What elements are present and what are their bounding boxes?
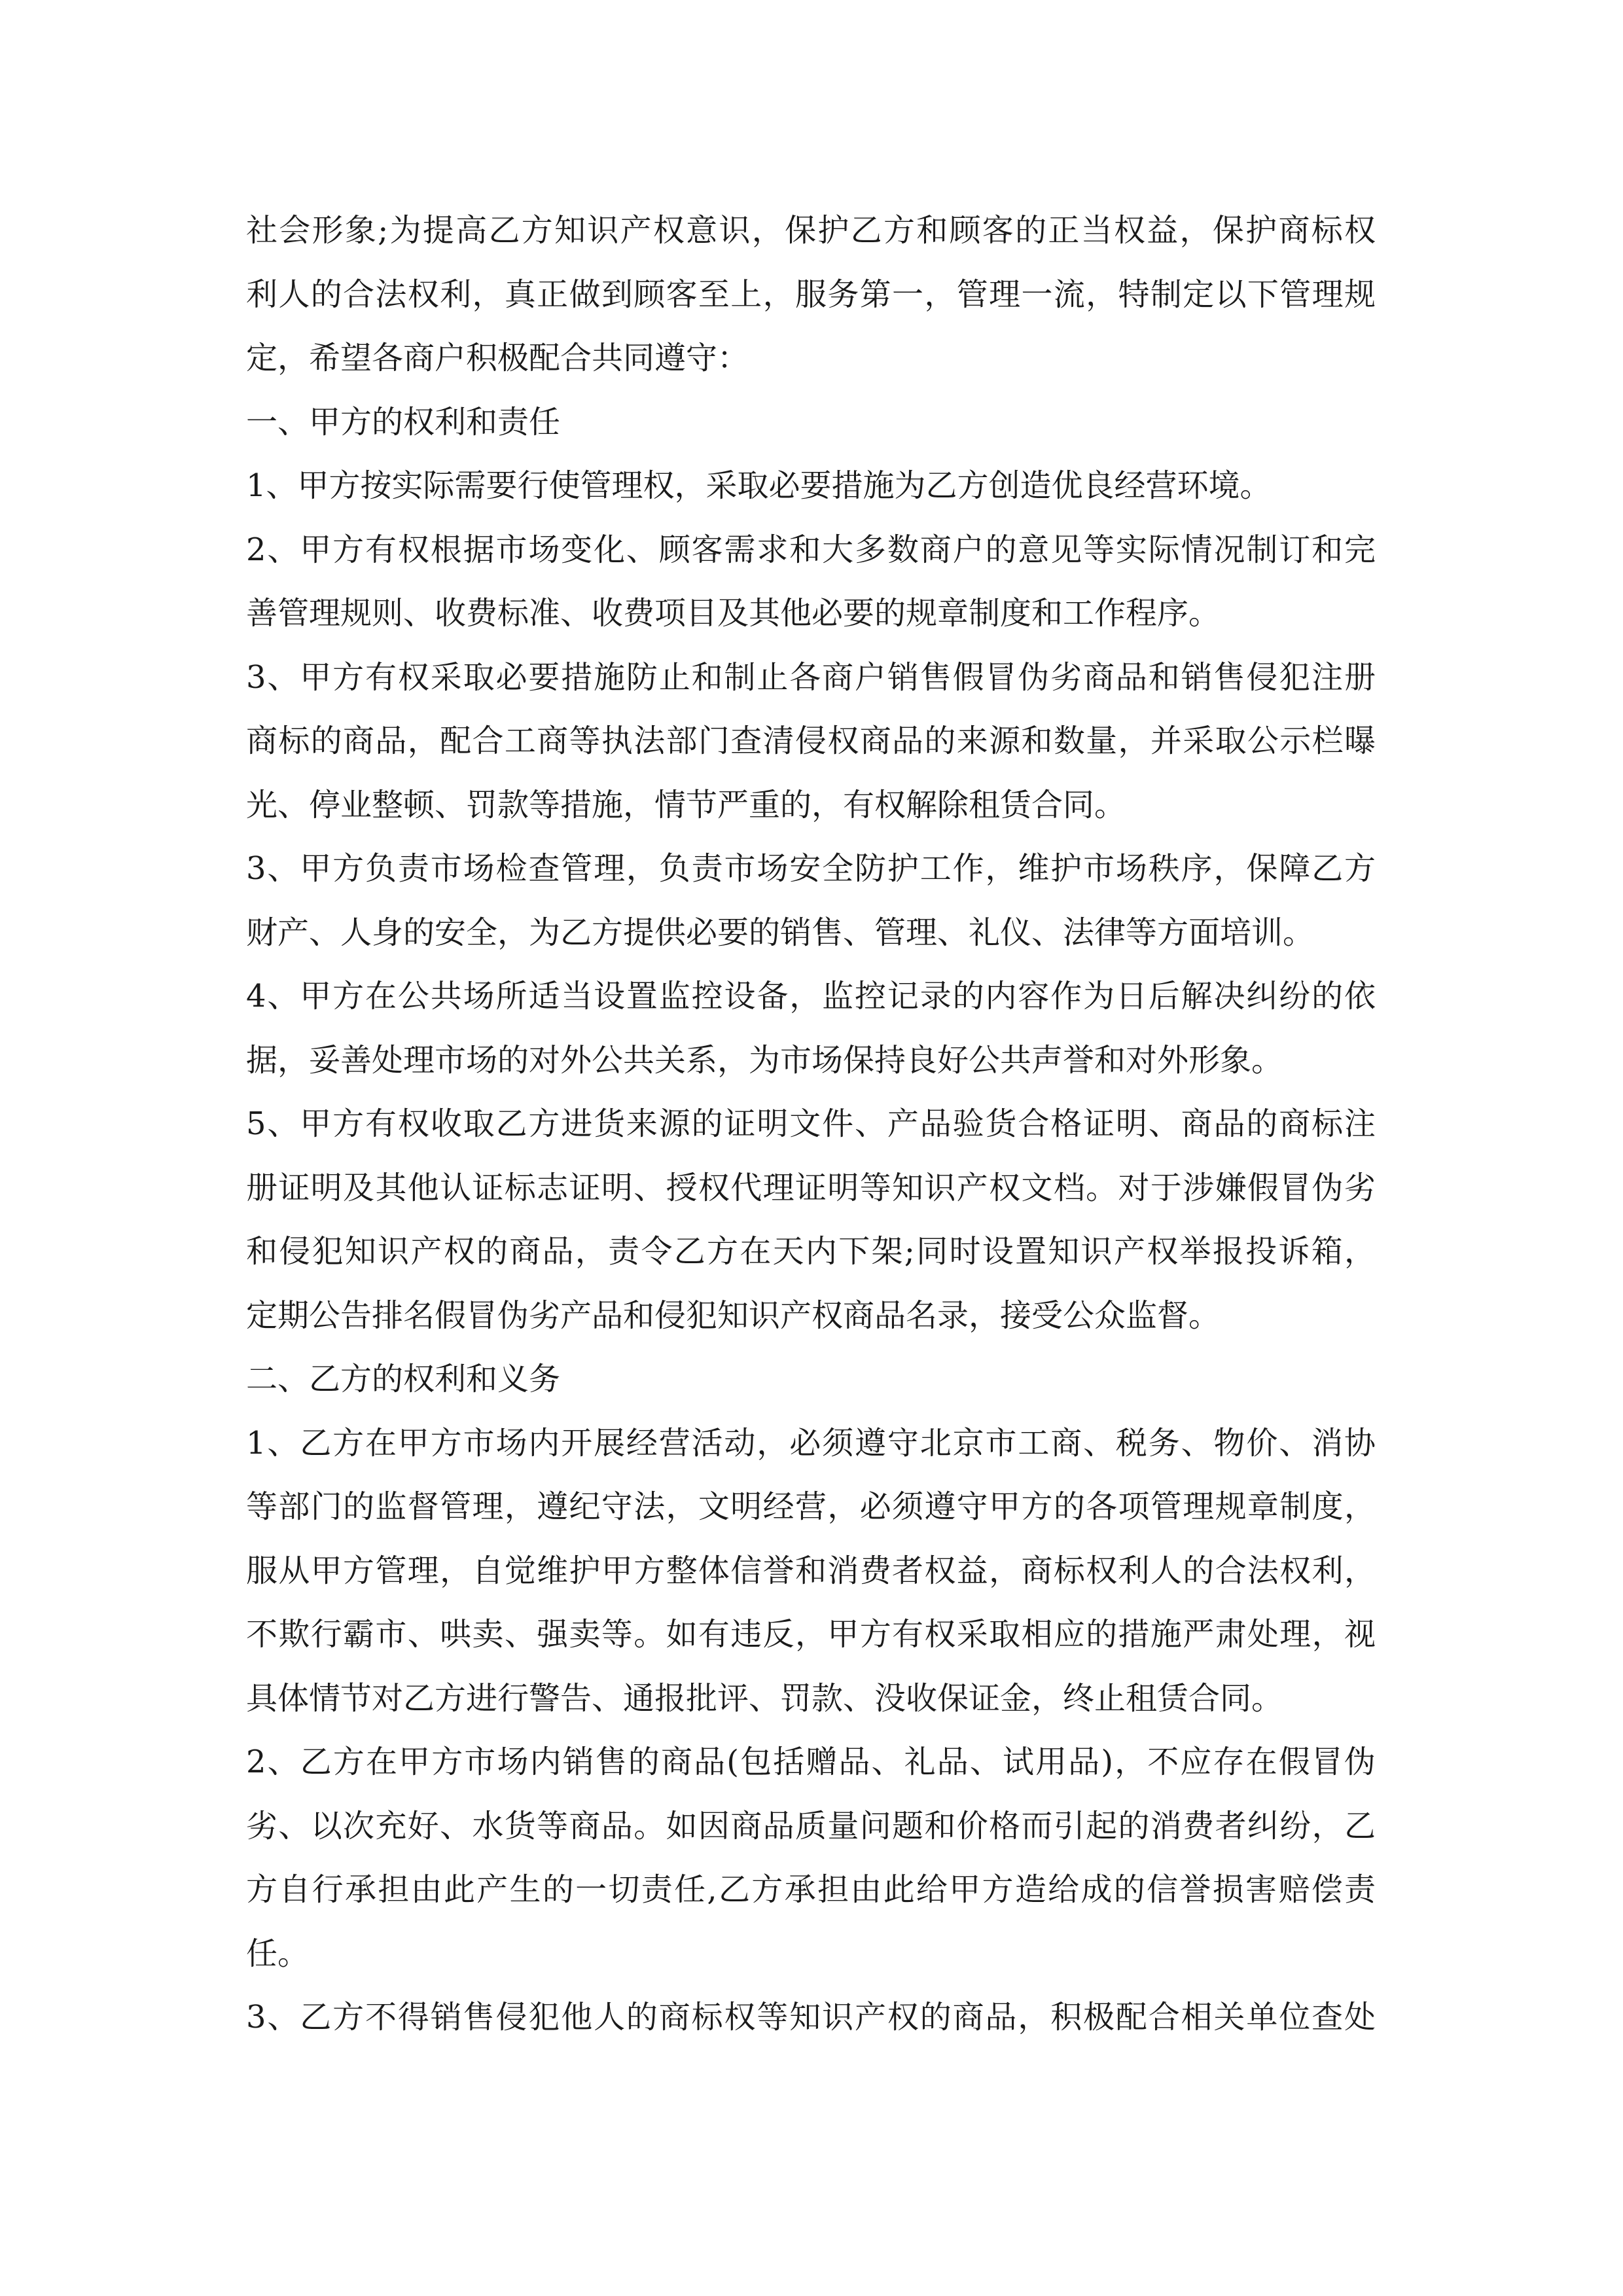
text-line: 定，希望各商户积极配合共同遵守： [246,340,749,376]
text-line: 定期公告排名假冒伪劣产品和侵犯知识产权商品名录，接受公众监督。 [246,1297,1221,1334]
text-line: 劣、以次充好、水货等商品。如因商品质量问题和价格而引起的消费者纠纷，乙 [246,1807,1376,1844]
text-line: 据，妥善处理市场的对外公共关系，为市场保持良好公共声誉和对外形象。 [246,1041,1283,1079]
text-line: 等部门的监督管理，遵纪守法，文明经营，必须遵守甲方的各项管理规章制度， [246,1488,1376,1525]
document-body [246,199,1376,2050]
clause-paragraph [246,646,1376,838]
clause-paragraph [246,454,1376,518]
clause-paragraph [246,1092,1376,1348]
text-line: 1、乙方在甲方市场内开展经营活动，必须遵守北京市工商、税务、物价、消协 [246,1424,1376,1462]
text-line: 和侵犯知识产权的商品，责令乙方在天内下架;同时设置知识产权举报投诉箱， [246,1233,1376,1270]
text-line: 方自行承担由此产生的一切责任,乙方承担由此给甲方造给成的信誉损害赔偿责 [246,1871,1376,1908]
text-line: 商标的商品，配合工商等执法部门查清侵权商品的来源和数量，并采取公示栏曝 [246,723,1376,759]
clause-paragraph [246,1986,1376,2050]
intro-paragraph [246,199,1376,391]
text-line: 善管理规则、收费标准、收费项目及其他必要的规章制度和工作程序。 [246,595,1221,632]
text-line: 册证明及其他认证标志证明、授权代理证明等知识产权文档。对于涉嫌假冒伪劣 [246,1169,1376,1206]
text-line: 利人的合法权利，真正做到顾客至上，服务第一，管理一流，特制定以下管理规 [246,276,1376,313]
text-line: 社会形象;为提高乙方知识产权意识，保护乙方和顾客的正当权益，保护商标权 [246,212,1376,249]
clause-paragraph [246,518,1376,646]
clause-paragraph [246,1731,1376,1986]
section-heading-party-b: 二、乙方的权利和义务 [246,1361,561,1397]
text-line: 5、甲方有权收取乙方进货来源的证明文件、产品验货合格证明、商品的商标注 [246,1105,1376,1142]
text-line: 2、甲方有权根据市场变化、顾客需求和大多数商户的意见等实际情况制订和完 [246,531,1376,568]
clause-paragraph [246,965,1376,1092]
text-line: 财产、人身的安全，为乙方提供必要的销售、管理、礼仪、法律等方面培训。 [246,914,1315,951]
text-line: 具体情节对乙方进行警告、通报批评、罚款、没收保证金，终止租赁合同。 [246,1679,1283,1717]
text-line: 光、停业整顿、罚款等措施，情节严重的，有权解除租赁合同。 [246,786,1126,823]
text-line: 不欺行霸市、哄卖、强卖等。如有违反，甲方有权采取相应的措施严肃处理，视 [246,1616,1376,1653]
section-heading-party-a: 一、甲方的权利和责任 [246,403,561,440]
text-line: 服从甲方管理，自觉维护甲方整体信誉和消费者权益，商标权利人的合法权利， [246,1552,1376,1589]
text-line: 任。 [246,1935,310,1972]
text-line: 2、乙方在甲方市场内销售的商品(包括赠品、礼品、试用品)，不应存在假冒伪 [246,1744,1376,1780]
text-line: 3、甲方有权采取必要措施防止和制止各商户销售假冒伪劣商品和销售侵犯注册 [246,658,1376,696]
text-line: 3、乙方不得销售侵犯他人的商标权等知识产权的商品，积极配合相关单位查处 [246,1999,1376,2036]
clause-paragraph [246,1412,1376,1731]
text-line: 4、甲方在公共场所适当设置监控设备，监控记录的内容作为日后解决纠纷的依 [246,978,1376,1014]
clause-paragraph [246,837,1376,965]
text-line: 3、甲方负责市场检查管理，负责市场安全防护工作，维护市场秩序，保障乙方 [246,850,1376,887]
text-line: 1、甲方按实际需要行使管理权，采取必要措施为乙方创造优良经营环境。 [246,467,1272,504]
